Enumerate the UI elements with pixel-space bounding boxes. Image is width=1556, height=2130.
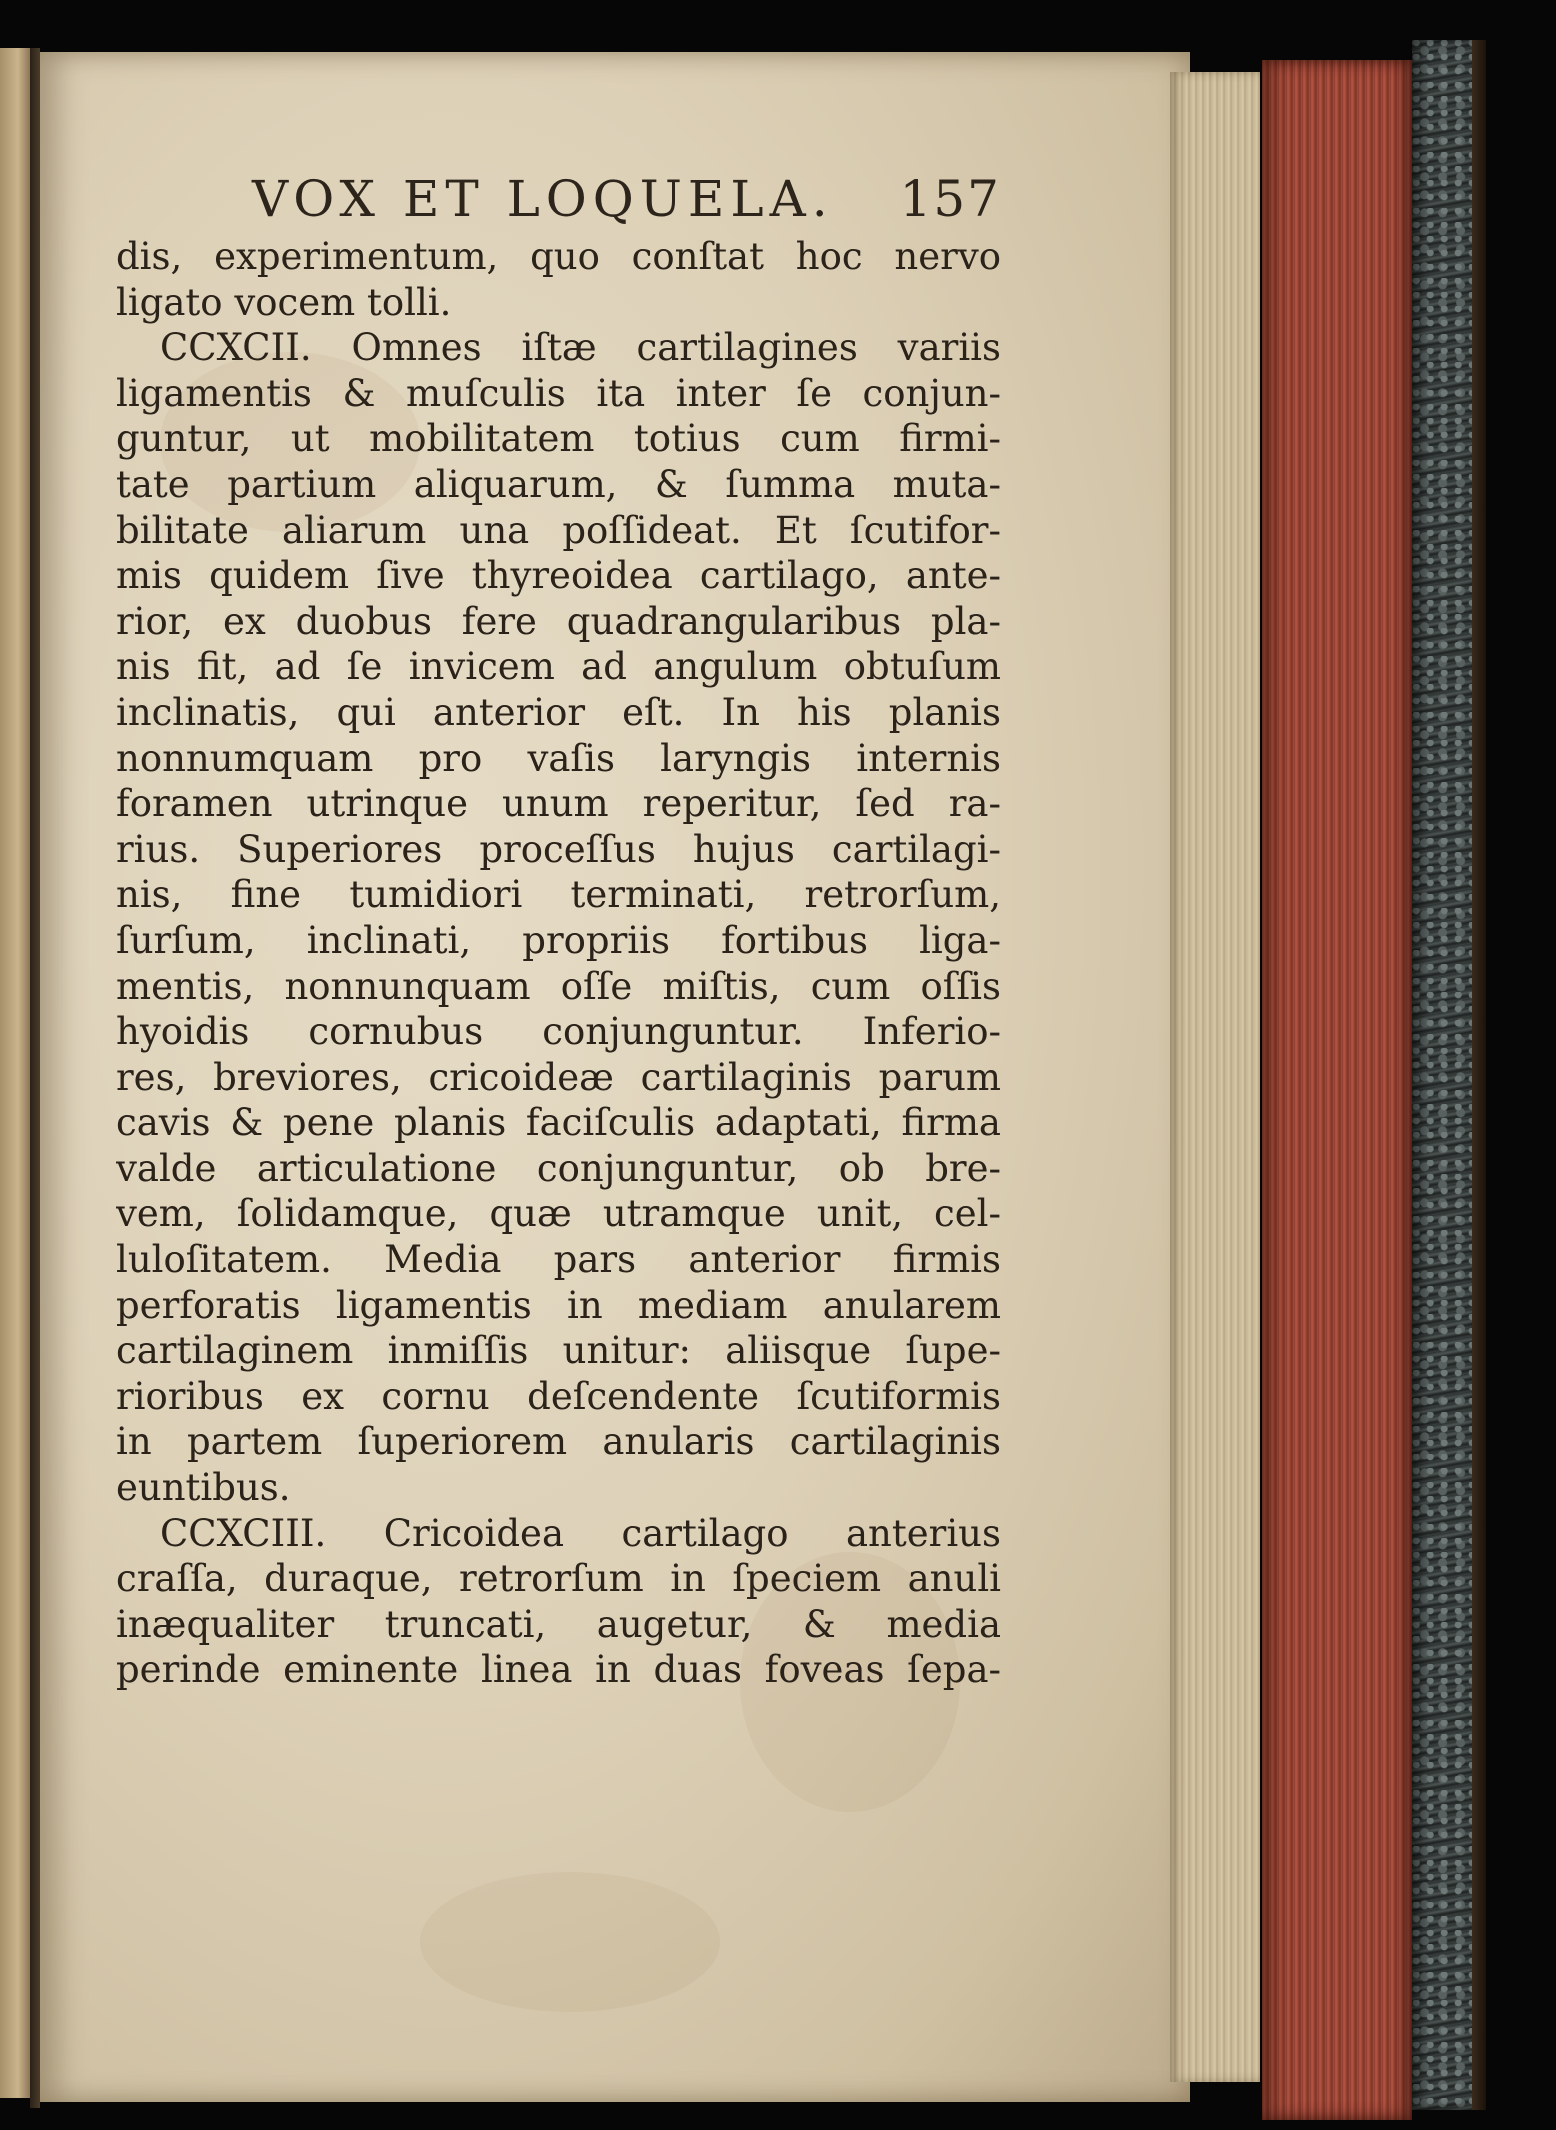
text-line: rioribus ex cornu deſcendente ſcutiformis — [116, 1374, 1001, 1418]
paragraph-start-line: CCXCIII. Cricoidea cartilago anterius — [160, 1511, 1001, 1555]
running-head — [116, 170, 1001, 228]
text-line: rius. Superiores proceſſus hujus cartilagi- — [116, 827, 1001, 871]
text-line: valde articulatione conjunguntur, ob bre- — [116, 1146, 1001, 1190]
page-number: 157 — [899, 170, 1001, 228]
cover-spine — [1472, 40, 1486, 2110]
text-line: ſurſum, inclinati, propriis fortibus liga- — [116, 918, 1001, 962]
facing-page-edge — [0, 48, 30, 2098]
text-line: inæqualiter truncati, augetur, & media — [116, 1602, 1001, 1646]
text-line: mentis, nonnunquam oſſe miſtis, cum oſſis — [116, 964, 1001, 1008]
text-line: cavis & pene planis faciſculis adaptati, firma — [116, 1101, 1001, 1145]
text-line: res, breviores, cricoideæ cartilaginis parum — [116, 1055, 1001, 1099]
text-line: vem, ſolidamque, quæ utramque unit, cel- — [116, 1192, 1001, 1236]
text-line: craſſa, duraque, retrorſum in ſpeciem anuli — [116, 1557, 1001, 1601]
text-line: inclinatis, qui anterior eſt. In his planis — [116, 690, 1001, 734]
text-line: nonnumquam pro vaſis laryngis internis — [116, 736, 1001, 780]
marbled-cover-board — [1412, 40, 1472, 2110]
text-line: perforatis ligamentis in mediam anularem — [116, 1283, 1001, 1327]
text-line: hyoidis cornubus conjunguntur. Inferio- — [116, 1010, 1001, 1054]
text-line: rior, ex duobus fere quadrangularibus pla- — [116, 599, 1001, 643]
text-line: cartilaginem inmiſſis unitur: aliisque ſupe- — [116, 1329, 1001, 1373]
text-line: nis fit, ad ſe invicem ad angulum obtuſum — [116, 645, 1001, 689]
running-head-title: VOX ET LOQUELA. — [252, 170, 834, 228]
text-line: tate partium aliquarum, & ſumma muta- — [116, 462, 1001, 506]
text-line: perinde eminente linea in duas foveas ſepa- — [116, 1648, 1001, 1692]
paragraph-start-line: CCXCII. Omnes iſtæ cartilagines variis — [160, 326, 1001, 370]
text-line: ligato vocem tolli. — [116, 280, 452, 324]
page-edges-stack — [1170, 72, 1260, 2082]
text-line: nis, fine tumidiori terminati, retrorſum, — [116, 873, 1001, 917]
red-fore-edge — [1262, 60, 1412, 2120]
text-line: bilitate aliarum una poſſideat. Et ſcutifor- — [116, 508, 1001, 552]
text-line: guntur, ut mobilitatem totius cum firmi- — [116, 417, 1001, 461]
text-block — [116, 170, 1001, 1693]
text-line: mis quidem ſive thyreoidea cartilago, ante- — [116, 554, 1001, 598]
text-line: foramen utrinque unum reperitur, ſed ra- — [116, 782, 1001, 826]
text-line: in partem ſuperiorem anularis cartilaginis — [116, 1420, 1001, 1464]
book-gutter — [30, 48, 40, 2108]
text-line: euntibus. — [116, 1466, 291, 1510]
paper-stain — [420, 1872, 720, 2012]
text-line: dis, experimentum, quo conſtat hoc nervo — [116, 235, 1001, 278]
text-line: ligamentis & muſculis ita inter ſe conjun- — [116, 371, 1001, 415]
text-line: lulоſitatem. Media pars anterior firmis — [116, 1238, 1001, 1282]
